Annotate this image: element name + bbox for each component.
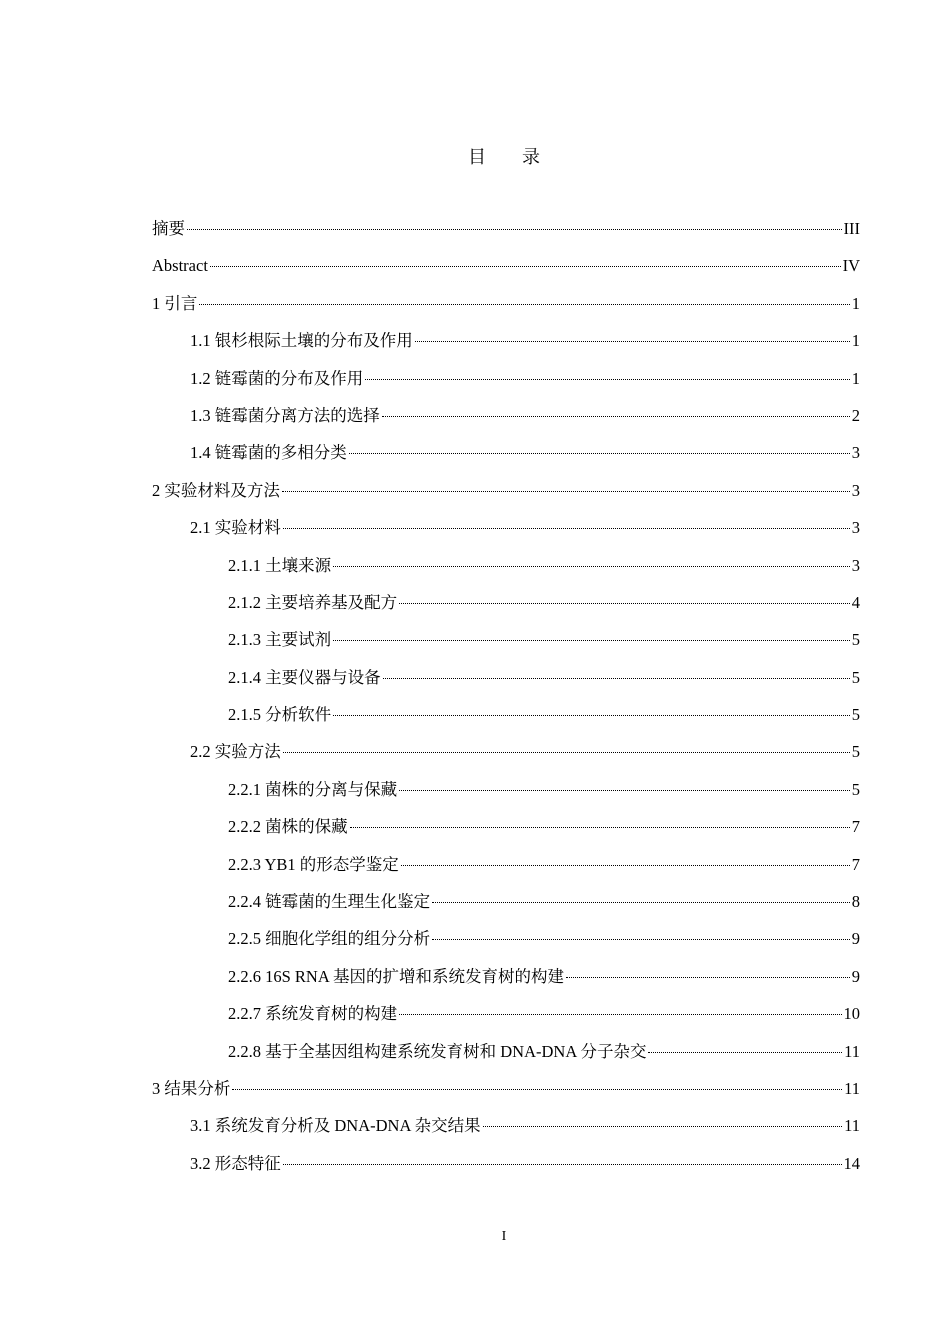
toc-entry[interactable] <box>152 516 860 553</box>
toc-entry-page-number: 3 <box>851 518 860 538</box>
toc-entry-label: 2.2.8 基于全基因组构建系统发育树和 DNA-DNA 分子杂交 <box>228 1041 647 1061</box>
toc-entry-page-number: 11 <box>844 1078 860 1098</box>
toc-entry[interactable] <box>152 740 860 777</box>
toc-entry-label: 2.2.2 菌株的保藏 <box>228 817 348 837</box>
toc-entry-page-number: 3 <box>851 480 860 500</box>
toc-entry-page-number: 9 <box>851 966 860 986</box>
toc-entry[interactable] <box>152 853 860 890</box>
toc-entry-label: 2.2 实验方法 <box>190 742 281 762</box>
toc-entry-page-number: 14 <box>843 1153 860 1173</box>
toc-entry-page-number: 11 <box>844 1116 860 1136</box>
toc-entry[interactable] <box>152 441 860 478</box>
toc-entry[interactable] <box>152 666 860 703</box>
toc-entry-label: 2.2.5 细胞化学组的组分分析 <box>228 929 431 949</box>
toc-entry[interactable] <box>152 479 860 516</box>
toc-entry-page-number: 5 <box>851 630 860 650</box>
toc-dot-leader <box>401 864 850 866</box>
toc-entry-page-number: IV <box>842 256 860 276</box>
toc-entry-page-number: 5 <box>851 742 860 762</box>
toc-entry[interactable] <box>152 217 860 254</box>
toc-entry[interactable] <box>152 554 860 591</box>
toc-entry-page-number: 3 <box>851 555 860 575</box>
toc-dot-leader <box>383 677 850 679</box>
toc-dot-leader <box>333 639 850 641</box>
toc-entry-page-number: 5 <box>851 779 860 799</box>
toc-entry-label: 2.2.7 系统发育树的构建 <box>228 1004 398 1024</box>
toc-entry-label: 2.1.5 分析软件 <box>228 705 332 725</box>
toc-entry-page-number: 1 <box>851 331 860 351</box>
toc-entry-label: 2.1.2 主要培养基及配方 <box>228 592 398 612</box>
toc-entry-label: 2.2.1 菌株的分离与保藏 <box>228 779 398 799</box>
toc-dot-leader <box>210 265 841 267</box>
toc-entry-label: 2 实验材料及方法 <box>152 480 280 500</box>
toc-dot-leader <box>333 565 850 567</box>
toc-entry-page-number: 7 <box>851 854 860 874</box>
toc-dot-leader <box>399 602 850 604</box>
toc-entry-page-number: 9 <box>851 929 860 949</box>
toc-entry-label: 1 引言 <box>152 293 198 313</box>
toc-entry-label: 3.1 系统发育分析及 DNA-DNA 杂交结果 <box>190 1116 481 1136</box>
table-of-contents <box>152 217 860 1189</box>
toc-dot-leader <box>432 938 850 940</box>
toc-entry-label: 2.2.4 链霉菌的生理生化鉴定 <box>228 892 431 912</box>
toc-dot-leader <box>648 1051 842 1053</box>
toc-entry-label: Abstract <box>152 256 208 276</box>
toc-entry[interactable] <box>152 703 860 740</box>
toc-dot-leader <box>566 976 850 978</box>
toc-entry[interactable] <box>152 890 860 927</box>
toc-entry[interactable] <box>152 1040 860 1077</box>
toc-entry-page-number: III <box>843 219 860 238</box>
toc-entry-label: 2.2.3 YB1 的形态学鉴定 <box>228 854 399 874</box>
toc-entry-page-number: 1 <box>851 368 860 388</box>
toc-dot-leader <box>283 751 850 753</box>
toc-entry[interactable] <box>152 628 860 665</box>
title-char-2: 录 <box>522 147 540 167</box>
toc-dot-leader <box>399 1013 841 1015</box>
toc-entry[interactable] <box>152 965 860 1002</box>
toc-entry-label: 2.1 实验材料 <box>190 518 281 538</box>
toc-entry[interactable] <box>152 329 860 366</box>
page-number: I <box>501 1229 507 1244</box>
toc-dot-leader <box>283 1163 842 1165</box>
toc-entry-label: 1.1 银杉根际土壤的分布及作用 <box>190 331 413 351</box>
toc-entry[interactable] <box>152 254 860 291</box>
toc-entry-page-number: 5 <box>851 705 860 725</box>
toc-entry[interactable] <box>152 1114 860 1151</box>
title-char-1: 目 <box>468 147 486 167</box>
toc-entry-label: 1.4 链霉菌的多相分类 <box>190 443 347 463</box>
toc-dot-leader <box>187 228 842 230</box>
toc-dot-leader <box>415 340 850 342</box>
toc-entry[interactable] <box>152 927 860 964</box>
toc-entry-page-number: 4 <box>851 592 860 612</box>
toc-entry[interactable] <box>152 1002 860 1039</box>
toc-entry[interactable] <box>152 778 860 815</box>
toc-dot-leader <box>199 303 849 305</box>
toc-entry-page-number: 3 <box>851 443 860 463</box>
toc-entry-label: 2.1.1 土壤来源 <box>228 555 332 575</box>
toc-entry-label: 2.1.3 主要试剂 <box>228 630 332 650</box>
toc-dot-leader <box>232 1088 842 1090</box>
toc-entry-page-number: 10 <box>843 1004 860 1024</box>
toc-entry-page-number: 11 <box>844 1041 860 1061</box>
toc-entry-label: 3 结果分析 <box>152 1078 231 1098</box>
toc-entry-page-number: 1 <box>851 293 860 313</box>
toc-entry-label: 摘要 <box>152 219 185 238</box>
toc-entry[interactable] <box>152 367 860 404</box>
toc-dot-leader <box>350 826 850 828</box>
toc-entry[interactable] <box>152 815 860 852</box>
toc-entry-page-number: 8 <box>851 892 860 912</box>
toc-entry-label: 1.3 链霉菌分离方法的选择 <box>190 405 380 425</box>
toc-dot-leader <box>365 378 850 380</box>
toc-entry-page-number: 2 <box>851 405 860 425</box>
toc-entry[interactable] <box>152 591 860 628</box>
toc-dot-leader <box>432 901 850 903</box>
toc-dot-leader <box>333 714 850 716</box>
toc-dot-leader <box>399 789 850 791</box>
toc-dot-leader <box>483 1125 843 1127</box>
page-title <box>0 143 950 169</box>
toc-entry[interactable] <box>152 404 860 441</box>
toc-dot-leader <box>283 527 850 529</box>
toc-entry[interactable] <box>152 292 860 329</box>
toc-entry-page-number: 7 <box>851 817 860 837</box>
toc-entry-page-number: 5 <box>851 667 860 687</box>
toc-entry-label: 3.2 形态特征 <box>190 1153 281 1173</box>
toc-entry-label: 2.2.6 16S RNA 基因的扩增和系统发育树的构建 <box>228 966 564 986</box>
toc-entry-label: 2.1.4 主要仪器与设备 <box>228 667 381 687</box>
toc-entry[interactable] <box>152 1152 860 1189</box>
toc-dot-leader <box>282 490 850 492</box>
toc-dot-leader <box>382 415 850 417</box>
toc-dot-leader <box>349 452 850 454</box>
toc-entry[interactable] <box>152 1077 860 1114</box>
toc-entry-label: 1.2 链霉菌的分布及作用 <box>190 368 364 388</box>
